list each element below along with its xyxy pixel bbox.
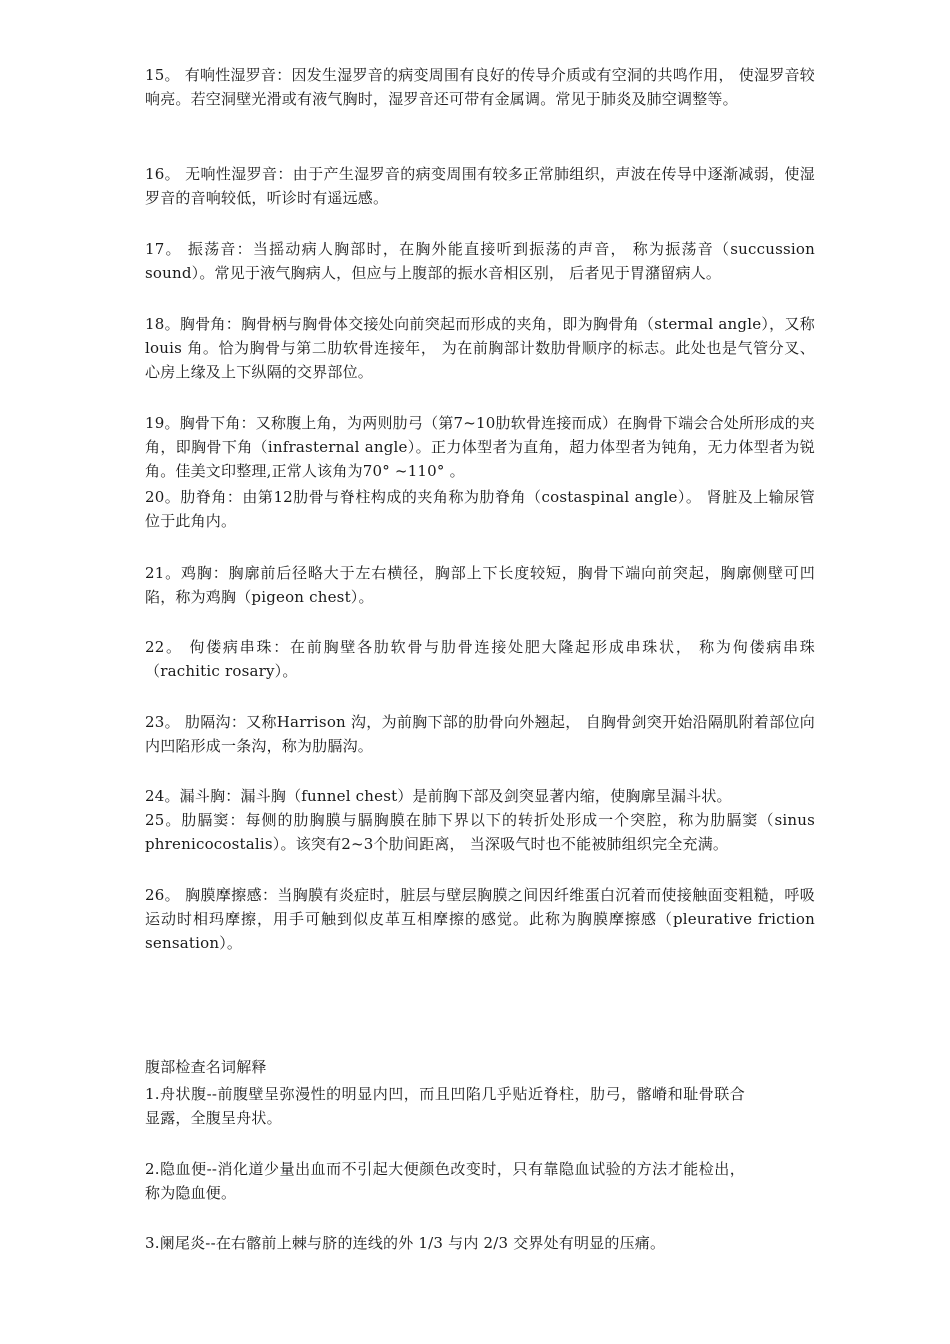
entry-22: 22。 佝偻病串珠：在前胸壁各肋软骨与肋骨连接处肥大隆起形成串珠状， 称为佝偻病串珠（rachitic rosary）。 <box>145 638 815 680</box>
entry-26: 26。 胸膜摩擦感：当胸膜有炎症时，脏层与壁层胸膜之间因纤维蛋白沉着而使接触面变粗糙，呼吸运动时相玛摩擦，用手可触到似皮革互相摩擦的感觉。此称为胸膜摩擦感（pleurative friction sensation）。 <box>145 886 815 952</box>
entry-15: 15。 有响性湿罗音：因发生湿罗音的病变周围有良好的传导介质或有空洞的共鸣作用， 使湿罗音较响亮。若空洞壁光滑或有液气胸时，湿罗音还可带有金属调。常见于肺炎及肺空调整等。 <box>145 66 815 108</box>
entry-19: 19。胸骨下角：又称腹上角，为两则肋弓（第7~10肋软骨连接而成）在胸骨下端会合处所形成的夹角，即胸骨下角（infrasternal angle）。正力体型者为直角，超力体型者为钝角，无力体型者为锐角。佳美文印整理,正常人该角为70° ~110° 。 <box>145 414 815 480</box>
entry-18: 18。胸骨角：胸骨柄与胸骨体交接处向前突起而形成的夹角，即为胸骨角（stermal angle），又称 louis 角。恰为胸骨与第二肋软骨连接年， 为在前胸部计数肋骨顺序的标志。此处也是气管分叉、心房上缘及上下纵隔的交界部位。 <box>145 315 815 381</box>
entry-20: 20。肋脊角：由第12肋骨与脊柱构成的夹角称为肋脊角（costaspinal angle）。 肾脏及上输尿管位于此角内。 <box>145 488 815 530</box>
abdominal-entry-3: 3.阑尾炎--在右髂前上棘与脐的连线的外 1/3 与内 2/3 交界处有明显的压痛。 <box>145 1234 666 1252</box>
abdominal-entry-2: 2.隐血便--消化道少量出血而不引起大便颜色改变时，只有靠隐血试验的方法才能检出， 称为隐血便。 <box>145 1160 745 1202</box>
entry-23: 23。 肋隔沟：又称Harrison 沟，为前胸下部的肋骨向外翘起， 自胸骨剑突开始沿隔肌附着部位向内凹陷形成一条沟，称为肋膈沟。 <box>145 713 815 755</box>
entry-25: 25。肋膈窦：每侧的肋胸膜与膈胸膜在肺下界以下的转折处形成一个突腔，称为肋膈窦（sinus phrenicocostalis）。该突有2~3个肋间距离， 当深吸气时也不能被肺组织完全充满。 <box>145 811 815 853</box>
abdominal-entry-1: 1.舟状腹--前腹壁呈弥漫性的明显内凹，而且凹陷几乎贴近脊柱，肋弓，髂嵴和耻骨联合显露，全腹呈舟状。 <box>145 1085 745 1127</box>
entry-24: 24。漏斗胸：漏斗胸（funnel chest）是前胸下部及剑突显著内缩，使胸廓呈漏斗状。 <box>145 787 732 805</box>
entry-17: 17。 振荡音：当摇动病人胸部时，在胸外能直接听到振荡的声音， 称为振荡音（succussion sound）。常见于液气胸病人，但应与上腹部的振水音相区别， 后者见于胃潴留病人。 <box>145 240 815 282</box>
section-title: 腹部检查名词解释 <box>145 1058 267 1076</box>
entry-16: 16。 无响性湿罗音：由于产生湿罗音的病变周围有较多正常肺组织，声波在传导中逐渐减弱，使湿罗音的音响较低，听诊时有遥远感。 <box>145 165 815 207</box>
entry-21: 21。鸡胸：胸廓前后径略大于左右横径，胸部上下长度较短，胸骨下端向前突起，胸廓侧壁可凹陷，称为鸡胸（pigeon chest）。 <box>145 564 815 606</box>
